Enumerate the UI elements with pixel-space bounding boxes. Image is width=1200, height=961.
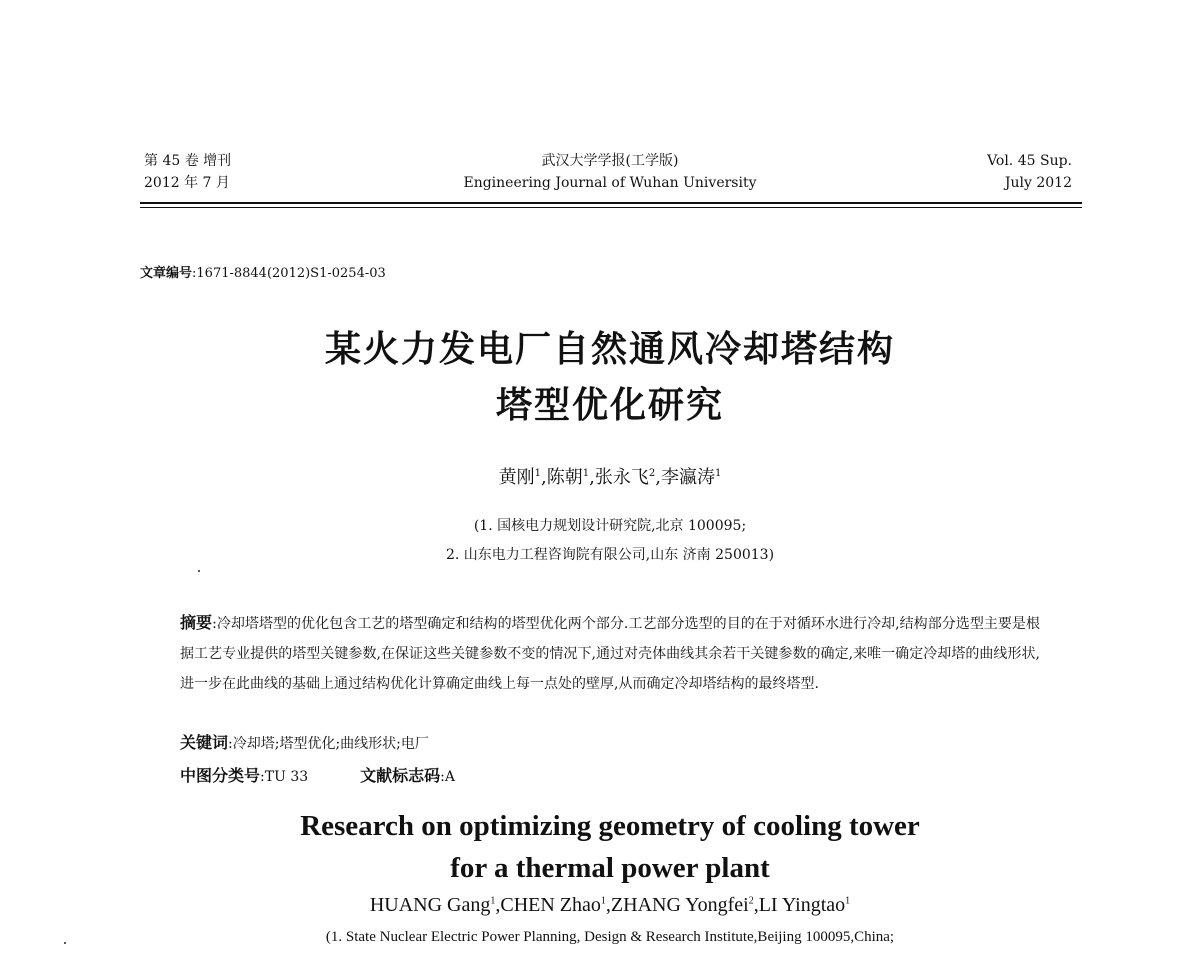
header-volume <box>144 150 231 194</box>
article-number-value: :1671-8844(2012)S1-0254-03 <box>192 266 386 281</box>
header-vol-en: Vol. 45 Sup. <box>987 153 1072 169</box>
header-journal-en: Engineering Journal of Wuhan University <box>463 175 757 191</box>
author-cn-affil-mark: 2 <box>648 468 656 479</box>
author-separator: , <box>753 894 759 916</box>
author-separator: , <box>655 467 661 488</box>
article-number <box>140 262 386 281</box>
header-volume-issue: 第 45 卷 增刊 <box>144 153 232 169</box>
header-rule-thin <box>140 207 1082 208</box>
author-en-affil-mark: 1 <box>845 895 851 907</box>
author-cn: 陈朝 <box>546 467 583 488</box>
title-chinese-line1: 某火力发电厂自然通风冷却塔结构 <box>324 329 895 370</box>
header-date-en: July 2012 <box>1004 175 1072 191</box>
affiliation-english: (1. State Nuclear Electric Power Planning, Design & Research Institute,Beijing 100095,China; <box>325 929 895 945</box>
classification <box>180 763 455 786</box>
header-journal-cn: 武汉大学学报(工学版) <box>541 153 679 169</box>
affiliation-cn-line1: (1. 国核电力规划设计研究院,北京 100095; <box>473 518 747 534</box>
header-volume-en <box>987 150 1072 194</box>
title-chinese-line2: 塔型优化研究 <box>495 385 724 426</box>
keywords-text: :冷却塔;塔型优化;曲线形状;电厂 <box>228 736 429 752</box>
clc-label: 中图分类号 <box>180 766 261 785</box>
author-cn: 张永飞 <box>594 467 649 488</box>
abstract <box>180 608 1040 699</box>
author-cn-affil-mark: 1 <box>714 468 722 479</box>
affiliations-chinese <box>300 512 920 570</box>
author-cn-affil-mark: 1 <box>534 468 542 479</box>
author-en: HUANG Gang <box>369 894 491 916</box>
scan-speck <box>198 570 200 572</box>
clc-value: :TU 33 <box>260 769 309 785</box>
title-english <box>200 805 1020 889</box>
keywords <box>180 730 429 753</box>
author-en-affil-mark: 1 <box>490 895 496 907</box>
author-en: LI Yingtao <box>758 894 846 916</box>
author-separator: , <box>589 467 595 488</box>
doc-code-value: :A <box>440 769 455 785</box>
author-cn: 李瀛涛 <box>660 467 715 488</box>
header-rule-thick <box>140 202 1082 204</box>
author-cn-affil-mark: 1 <box>582 468 590 479</box>
abstract-label: 摘要 <box>180 613 213 632</box>
title-english-line2: for a thermal power plant <box>450 852 770 884</box>
authors-chinese <box>300 463 920 489</box>
doc-code-label: 文献标志码 <box>360 766 441 785</box>
title-chinese <box>200 322 1020 434</box>
keywords-label: 关键词 <box>180 733 229 752</box>
article-number-label: 文章编号 <box>140 266 193 281</box>
author-separator: , <box>605 894 611 916</box>
author-en-affil-mark: 1 <box>600 895 606 907</box>
title-english-line1: Research on optimizing geometry of cooling tower <box>300 810 920 842</box>
author-en: CHEN Zhao <box>500 894 601 916</box>
abstract-text: :冷却塔塔型的优化包含工艺的塔型确定和结构的塔型优化两个部分.工艺部分选型的目的在于对循环水进行冷却,结构部分选型主要是根据工艺专业提供的塔型关键参数,在保证这些关键参数不变的情况下,通过对壳体曲线其余若干关键参数的确定,来唯一确定冷却塔的曲线形状,进一步在此曲线的基础上通过结构优化计算确定曲线上每一点处的壁厚,从而确定冷却塔结构的最终塔型. <box>180 616 1040 692</box>
author-en-affil-mark: 2 <box>748 895 754 907</box>
author-separator: , <box>541 467 547 488</box>
header-date-cn: 2012 年 7 月 <box>144 175 230 191</box>
header-journal <box>350 150 870 194</box>
authors-english <box>300 894 920 917</box>
author-cn: 黄刚 <box>498 467 535 488</box>
author-en: ZHANG Yongfei <box>610 894 749 916</box>
author-separator: , <box>495 894 501 916</box>
affiliation-cn-line2: 2. 山东电力工程咨询院有限公司,山东 济南 250013) <box>445 547 775 563</box>
scan-speck <box>64 942 66 944</box>
